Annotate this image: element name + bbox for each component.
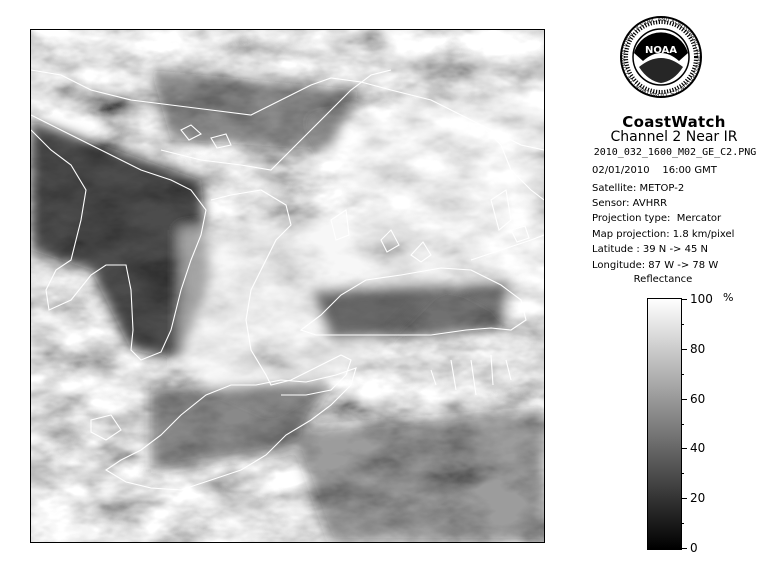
organization-title: CoastWatch (622, 113, 726, 131)
svg-text:NATIONAL OCEANIC AND ATMOSPHER (619, 15, 701, 97)
logo-ring-text (619, 15, 703, 99)
latitude-label: Latitude : 39 N -> 45 N (592, 244, 708, 255)
colorbar-major-tick (681, 399, 687, 400)
colorbar-tick-label: 100 (690, 292, 713, 306)
reflectance-colorbar (647, 298, 682, 550)
colorbar-tick-label: 40 (690, 441, 706, 455)
colorbar-minor-tick (681, 424, 684, 425)
colorbar-tick-label: 20 (690, 491, 706, 505)
noaa-logo-text: NOAA (644, 45, 678, 56)
map-projection-label: Map projection: 1.8 km/pixel (592, 229, 735, 240)
colorbar-minor-tick (681, 473, 684, 474)
colorbar-tick-label: 80 (690, 342, 706, 356)
channel-label: Channel 2 Near IR (610, 129, 738, 145)
satellite-label: Satellite: METOP-2 (592, 183, 685, 194)
colorbar-minor-tick (681, 324, 684, 325)
sensor-label: Sensor: AVHRR (592, 198, 668, 209)
colorbar-minor-tick (681, 523, 684, 524)
colorbar-major-tick (681, 349, 687, 350)
longitude-label: Longitude: 87 W -> 78 W (592, 260, 719, 271)
filename-label: 2010_032_1600_M02_GE_C2.PNG (593, 147, 757, 158)
colorbar-minor-tick (681, 374, 684, 375)
noaa-logo (619, 15, 703, 99)
satellite-image-map (30, 29, 545, 543)
datetime-label: 02/01/2010 16:00 GMT (592, 165, 717, 176)
colorbar-unit: % (723, 291, 734, 304)
colorbar-title: Reflectance (633, 274, 693, 285)
colorbar-major-tick (681, 548, 687, 549)
map-canvas (31, 30, 544, 542)
colorbar-major-tick (681, 448, 687, 449)
colorbar-major-tick (681, 498, 687, 499)
projection-type-label: Projection type: Mercator (592, 213, 722, 224)
colorbar-major-tick (681, 299, 687, 300)
colorbar-tick-label: 0 (690, 541, 698, 555)
colorbar-tick-label: 60 (690, 392, 706, 406)
logo-ring-label: NATIONAL OCEANIC AND ATMOSPHERIC ADMINISTRATION U.S. DEPARTMENT OF COMM (620, 16, 702, 98)
